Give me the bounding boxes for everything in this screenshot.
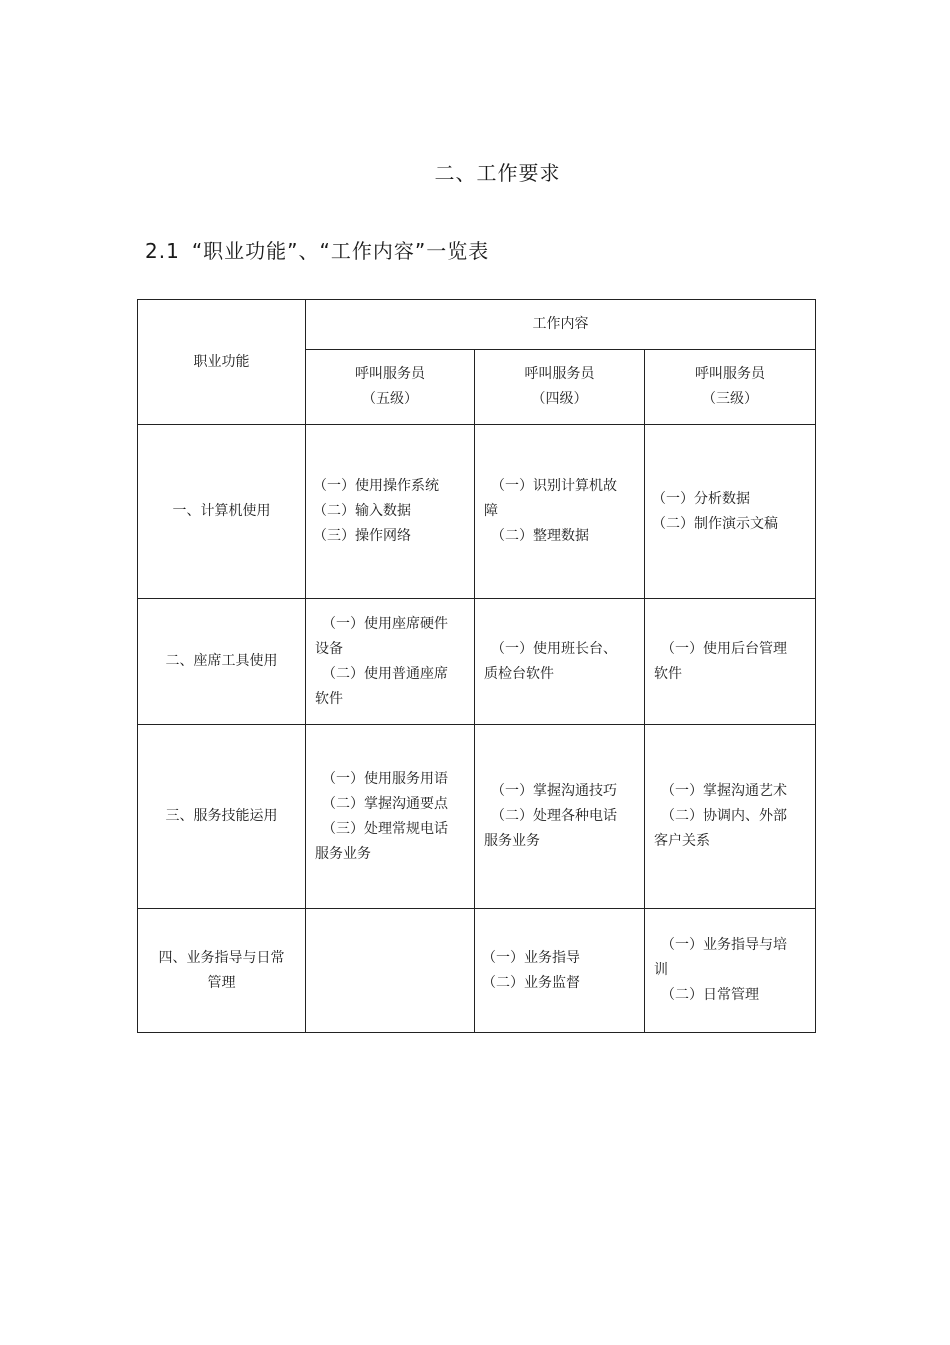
level-name: 呼叫服务员 <box>524 366 595 382</box>
content-line: （二）使用普通座席 <box>322 665 448 682</box>
content-cell <box>475 599 645 725</box>
table-row <box>138 599 816 725</box>
content-line: 软件 <box>654 665 682 682</box>
content-line: 障 <box>484 503 498 519</box>
content-cell <box>645 425 816 599</box>
content-cell <box>645 599 816 725</box>
level-grade: （三级） <box>702 391 758 407</box>
content-line: （二）处理各种电话 <box>491 808 617 824</box>
content-line: （一）使用班长台、 <box>491 640 617 657</box>
content-line: （二）输入数据 <box>313 503 411 519</box>
content-cell-empty <box>306 909 475 1033</box>
content-line: 质检台软件 <box>484 665 554 682</box>
level-name: 呼叫服务员 <box>355 366 425 382</box>
table-row <box>138 909 816 1033</box>
content-line: 软件 <box>315 690 343 707</box>
function-cell <box>138 909 306 1033</box>
content-cell <box>645 909 816 1033</box>
function-header-cell <box>138 300 306 425</box>
level-grade: （四级） <box>531 391 588 407</box>
function-header: 职业功能 <box>193 353 250 370</box>
content-line: （一）识别计算机故 <box>491 478 617 494</box>
content-cell <box>306 425 475 599</box>
function-label: 二、座席工具使用 <box>165 653 278 669</box>
content-cell <box>306 599 475 725</box>
function-label: 四、业务指导与日常 <box>158 949 285 966</box>
function-cell <box>138 599 306 725</box>
content-line: （一）使用服务用语 <box>322 770 448 787</box>
content-line: （二）掌握沟通要点 <box>322 795 448 812</box>
content-line: 设备 <box>315 640 343 657</box>
section-heading <box>145 235 489 264</box>
content-line: （一）业务指导 <box>482 949 580 966</box>
content-line: （三）操作网络 <box>313 528 411 544</box>
section-number: 2.1 <box>145 239 180 263</box>
content-line: （二）日常管理 <box>661 987 759 1003</box>
level-name: 呼叫服务员 <box>695 366 765 382</box>
function-label: 一、计算机使用 <box>172 503 271 519</box>
function-label: 管理 <box>207 974 236 991</box>
content-line: 训 <box>654 962 668 978</box>
content-line: （一）使用操作系统 <box>313 478 439 494</box>
content-line: （一）分析数据 <box>652 490 750 507</box>
content-line: （二）协调内、外部 <box>661 808 787 824</box>
content-cell <box>645 725 816 909</box>
function-cell <box>138 725 306 909</box>
content-line: （一）掌握沟通技巧 <box>491 783 617 799</box>
content-line: （二）业务监督 <box>482 974 580 991</box>
content-line: （二）制作演示文稿 <box>652 515 778 532</box>
function-cell <box>138 425 306 599</box>
table-row <box>138 725 816 909</box>
table-row <box>138 425 816 599</box>
function-label: 三、服务技能运用 <box>165 808 278 824</box>
section-title: “职业功能”、“工作内容”一览表 <box>191 239 490 263</box>
content-cell <box>475 425 645 599</box>
content-cell <box>306 725 475 909</box>
content-cell <box>475 725 645 909</box>
content-line: （一）使用后台管理 <box>661 640 787 657</box>
content-line: （一）业务指导与培 <box>661 937 787 953</box>
level-header-cell <box>475 350 645 425</box>
work-content-table <box>137 299 816 1033</box>
content-header-cell <box>306 300 816 350</box>
level-header-cell <box>306 350 475 425</box>
content-cell <box>475 909 645 1033</box>
level-header-cell <box>645 350 816 425</box>
content-line: （一）掌握沟通艺术 <box>661 783 787 799</box>
content-line: （三）处理常规电话 <box>322 820 448 837</box>
content-line: 客户关系 <box>654 833 710 849</box>
content-line: 服务业务 <box>484 833 540 849</box>
page-title: 二、工作要求 <box>434 161 561 185</box>
content-line: （一）使用座席硬件 <box>322 615 448 632</box>
content-line: 服务业务 <box>315 845 371 862</box>
content-header: 工作内容 <box>532 316 589 332</box>
content-line: （二）整理数据 <box>491 528 589 544</box>
level-grade: （五级） <box>362 391 418 407</box>
